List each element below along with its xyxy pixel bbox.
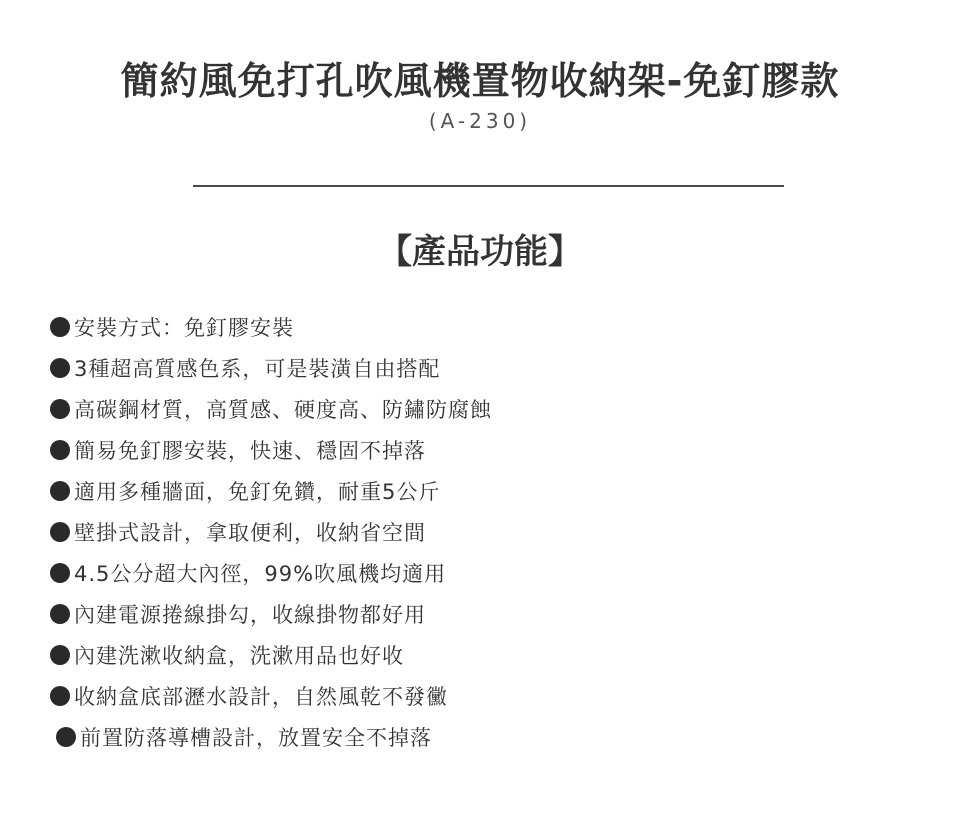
section-heading: 【產品功能】	[378, 232, 582, 272]
bullet-dot-icon	[50, 563, 70, 583]
bullet-dot-icon	[50, 440, 70, 460]
bullet-dot-icon	[50, 645, 70, 665]
model-number: (A-230)	[428, 109, 532, 133]
bullet-dot-icon	[50, 317, 70, 337]
bullet-dot-icon	[50, 358, 70, 378]
feature-item	[50, 716, 930, 757]
feature-text: 4.5公分超大內徑，99%吹風機均適用	[74, 561, 447, 586]
feature-item	[50, 388, 930, 429]
feature-text: 內建電源捲線掛勾，收線掛物都好用	[74, 602, 426, 627]
bullet-dot-icon	[50, 399, 70, 419]
feature-text: 安裝方式：免釘膠安裝	[74, 315, 294, 340]
feature-item	[50, 634, 930, 675]
bullet-dot-icon	[56, 727, 76, 747]
feature-item	[50, 306, 930, 347]
feature-item	[50, 470, 930, 511]
feature-text: 3種超高質感色系，可是裝潢自由搭配	[74, 356, 441, 381]
bullet-dot-icon	[50, 522, 70, 542]
feature-item	[50, 552, 930, 593]
feature-text: 簡易免釘膠安裝，快速、穩固不掉落	[74, 438, 426, 463]
divider-line	[193, 185, 784, 187]
feature-text: 適用多種牆面，免釘免鑽，耐重5公斤	[74, 479, 441, 504]
feature-list	[50, 306, 930, 757]
product-title: 簡約風免打孔吹風機置物收納架-免釘膠款	[120, 59, 840, 103]
feature-text: 收納盒底部瀝水設計，自然風乾不發黴	[74, 684, 448, 709]
feature-item	[50, 675, 930, 716]
bullet-dot-icon	[50, 481, 70, 501]
bullet-dot-icon	[50, 604, 70, 624]
feature-item	[50, 429, 930, 470]
feature-text: 前置防落導槽設計，放置安全不掉落	[80, 725, 432, 750]
feature-text: 高碳鋼材質，高質感、硬度高、防鏽防腐蝕	[74, 397, 492, 422]
feature-text: 壁掛式設計，拿取便利，收納省空間	[74, 520, 426, 545]
feature-item	[50, 347, 930, 388]
feature-item	[50, 593, 930, 634]
feature-text: 內建洗漱收納盒，洗漱用品也好收	[74, 643, 404, 668]
feature-item	[50, 511, 930, 552]
bullet-dot-icon	[50, 686, 70, 706]
